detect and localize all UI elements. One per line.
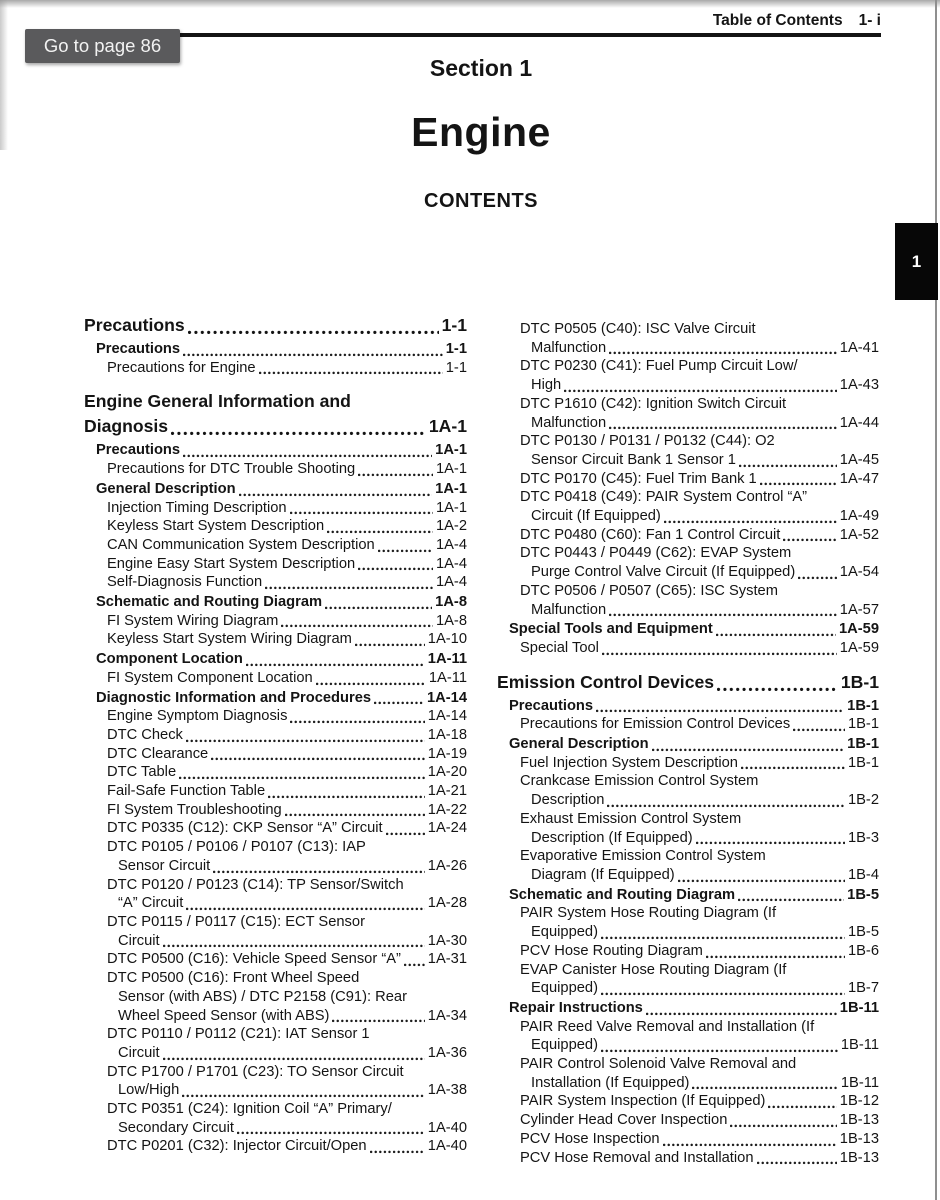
toc-entry-title: Injection Timing Description [107,499,287,516]
toc-entry[interactable] [497,357,879,394]
toc-entry-title: Sensor Circuit [118,857,211,874]
toc-entry-line: Sensor (with ABS) / DTC P2158 (C91): Rear [118,988,407,1005]
dotted-leader [727,1111,839,1130]
toc-entry[interactable] [497,999,879,1018]
toc-entry-title: FI System Component Location [107,669,313,686]
toc-page-number: 1A-49 [839,508,879,525]
toc-entry[interactable] [497,697,879,716]
toc-entry-title: Secondary Circuit [118,1119,234,1136]
toc-entry[interactable] [84,913,467,950]
toc-entry-title: High [531,377,562,394]
toc-entry-title: Precautions for DTC Trouble Shooting [107,461,356,478]
dotted-leader [265,782,428,801]
toc-entry-title: Wheel Speed Sensor (with ABS) [118,1007,330,1024]
toc-entry-title: Engine Symptom Diagnosis [107,708,288,725]
toc-entry[interactable] [497,639,879,658]
toc-entry[interactable] [84,745,467,764]
toc-entry-title: DTC P0335 (C12): CKP Sensor “A” Circuit [107,820,383,837]
toc-entry-title: Circuit [118,932,160,949]
dotted-leader [185,313,442,338]
dotted-leader [795,563,840,582]
dotted-leader [313,669,429,688]
toc-page-number: 1A-20 [427,764,467,781]
toc-page-number: 1A-44 [839,414,879,431]
header-page-number: 1- i [858,12,881,29]
dotted-leader [703,942,848,961]
toc-entry[interactable] [84,969,467,1025]
toc-page-number: 1B-1 [840,671,879,692]
toc-entry[interactable] [84,499,467,518]
dotted-leader [278,612,436,631]
toc-entry-title: “A” Circuit [118,895,184,912]
toc-entry[interactable] [84,536,467,555]
toc-page-number: 1A-1 [435,499,467,516]
dotted-leader [256,359,446,378]
toc-entry[interactable] [497,1149,879,1168]
toc-entry-line: DTC P0230 (C41): Fuel Pump Circuit Low/ [520,358,798,375]
toc-page-number: 1A-4 [435,536,467,553]
toc-entry[interactable] [497,582,879,619]
toc-entry-title: DTC P0170 (C45): Fuel Trim Bank 1 [520,470,757,487]
toc-entry-line: PAIR Control Solenoid Valve Removal and [520,1056,797,1073]
toc-entry[interactable] [497,526,879,545]
toc-page-number: 1A-43 [839,377,879,394]
toc-page-number: 1A-1 [435,480,467,497]
dotted-leader [713,620,839,639]
toc-entry[interactable] [84,340,467,359]
toc-entry-title: DTC P0201 (C32): Injector Circuit/Open [107,1138,367,1155]
toc-entry[interactable] [497,1018,879,1055]
toc-entry[interactable] [497,1111,879,1130]
toc-column-right [497,320,879,1167]
toc-entry[interactable] [84,726,467,745]
toc-entry-title: Cylinder Head Cover Inspection [520,1112,728,1129]
toc-entry-title: Diagram (If Equipped) [531,866,675,883]
toc-page-number: 1A-21 [427,783,467,800]
dotted-leader [606,414,840,433]
toc-page-number: 1A-11 [428,669,467,686]
toc-entry-title: DTC Clearance [107,745,209,762]
toc-entry-title: Emission Control Devices [497,671,715,692]
dotted-leader [180,340,446,359]
toc-entry[interactable] [497,810,879,847]
toc-entry[interactable] [84,707,467,726]
toc-entry-title: General Description [96,480,236,497]
dotted-leader [689,1074,840,1093]
toc-entry-title: DTC P0480 (C60): Fan 1 Control Circuit [520,526,781,543]
toc-page-number: 1B-11 [839,999,879,1016]
toc-entry-title: Engine Easy Start System Description [107,555,356,572]
toc-page-number: 1A-40 [427,1119,467,1136]
toc-entry-title: Description [531,792,605,809]
toc-entry[interactable] [84,650,467,669]
dotted-leader [329,1007,427,1026]
toc-entry-title: Schematic and Routing Diagram [96,594,323,611]
dotted-leader [355,460,436,479]
toc-entry[interactable] [497,670,879,695]
dotted-leader [643,999,840,1018]
toc-entry-line: PAIR Reed Valve Removal and Installation (If [520,1018,815,1035]
toc-page-number: 1B-3 [847,829,879,846]
toc-entry[interactable] [497,488,879,525]
toc-entry[interactable] [84,1100,467,1137]
toc-page-number: 1B-7 [847,980,879,997]
toc-entry-line: DTC P0110 / P0112 (C21): IAT Sensor 1 [107,1026,370,1043]
toc-page-number: 1B-2 [847,792,879,809]
toc-entry-title: Precautions for Engine [107,359,256,376]
toc-entry[interactable] [84,359,467,378]
page-edge-line [935,0,937,1200]
toc-page-number: 1A-22 [427,801,467,818]
toc-page-number: 1A-24 [427,820,467,837]
dotted-leader [606,339,840,358]
toc-entry-title: Component Location [96,651,243,668]
toc-entry-title: Description (If Equipped) [531,829,693,846]
toc-page-number: 1A-26 [427,857,467,874]
contents-label: CONTENTS [424,190,538,212]
toc-entry-title: Precautions [96,442,181,459]
dotted-leader [765,1092,839,1111]
toc-entry[interactable] [497,847,879,884]
dotted-leader [375,536,436,555]
dotted-leader [738,754,848,773]
toc-entry[interactable] [84,669,467,688]
dotted-leader [649,735,848,754]
dotted-leader [598,1036,841,1055]
toc-entry-title: Installation (If Equipped) [531,1074,690,1091]
toc-entry[interactable] [497,320,879,357]
dotted-leader [660,1130,840,1149]
toc-entry-title: Schematic and Routing Diagram [509,886,736,903]
dotted-leader [561,376,840,395]
toc-page-number: 1A-8 [435,594,467,611]
toc-entry-title: Purge Control Valve Circuit (If Equipped) [531,564,796,581]
toc-entry-title: Diagnosis [84,416,169,437]
toc-entry-title: Precautions [96,341,181,357]
toc-page-number: 1A-41 [839,339,879,356]
toc-entry[interactable] [84,1063,467,1100]
dotted-leader [790,715,848,734]
toc-entry-title: DTC Table [107,764,177,781]
toc-page-number: 1B-1 [847,697,879,714]
toc-entry[interactable] [84,1025,467,1062]
dotted-leader [604,791,848,810]
toc-entry-line: DTC P0443 / P0449 (C62): EVAP System [520,545,792,562]
dotted-leader [383,819,428,838]
toc-entry-title: Precautions [84,315,185,335]
toc-page-number: 1A-40 [427,1138,467,1155]
toc-entry[interactable] [84,573,467,592]
toc-entry[interactable] [497,1130,879,1149]
dotted-leader [736,451,840,470]
toc-page-number: 1A-59 [839,639,879,656]
toc-entry[interactable] [84,782,467,801]
toc-entry-line: DTC P0505 (C40): ISC Valve Circuit [520,321,756,337]
toc-entry-line: DTC P0120 / P0123 (C14): TP Sensor/Switch [107,876,404,893]
dotted-leader [593,697,847,716]
toc-entry-title: Fuel Injection System Description [520,754,738,771]
toc-entry-line: PAIR System Hose Routing Diagram (If [520,905,777,922]
toc-entry-title: FI System Troubleshooting [107,801,282,818]
toc-entry-line: Evaporative Emission Control System [520,848,766,865]
dotted-leader [598,979,848,998]
toc-page-number: 1A-59 [838,621,879,638]
toc-page-number: 1B-6 [847,942,879,959]
toc-entry-title: CAN Communication System Description [107,536,375,553]
toc-entry-line: DTC P1700 / P1701 (C23): TO Sensor Circuit [107,1063,404,1080]
dotted-leader [371,689,427,708]
toc-page-number: 1B-13 [839,1112,879,1129]
toc-entry[interactable] [84,689,467,708]
toc-entry-title: PCV Hose Routing Diagram [520,942,703,959]
toc-entry[interactable] [84,555,467,574]
toc-entry-line: Exhaust Emission Control System [520,810,742,827]
toc-entry[interactable] [84,480,467,499]
toc-page-number: 1A-18 [427,726,467,743]
toc-entry-line: DTC P0500 (C16): Front Wheel Speed [107,970,360,987]
dotted-leader [324,517,436,536]
dotted-leader [352,630,428,649]
toc-page-number: 1A-14 [426,689,467,706]
toc-entry-title: PCV Hose Inspection [520,1130,660,1147]
toc-entry[interactable] [84,441,467,460]
toc-page-number: 1A-4 [435,555,467,572]
dotted-leader [606,601,840,620]
toc-entry[interactable] [497,544,879,581]
toc-entry-title: Equipped) [531,980,598,997]
toc-entry[interactable] [497,1055,879,1092]
toc-entry-title: Malfunction [531,414,607,431]
toc-entry-title: Repair Instructions [509,999,643,1016]
toc-entry[interactable] [497,772,879,809]
dotted-leader [234,1119,428,1138]
dotted-leader [208,745,428,764]
dotted-leader [714,670,841,695]
toc-page-number: 1B-1 [847,736,879,753]
toc-entry-title: Fail-Safe Function Table [107,783,266,800]
toc-entry-line: DTC P0115 / P0117 (C15): ECT Sensor [107,913,365,930]
toc-entry-line: DTC P1610 (C42): Ignition Switch Circuit [520,395,787,412]
toc-entry-line: EVAP Canister Hose Routing Diagram (If [520,961,787,978]
dotted-leader [367,1137,428,1156]
toc-entry-title: DTC P0500 (C16): Vehicle Speed Sensor “A” [107,951,401,968]
toc-page-number: 1A-4 [435,574,467,591]
toc-entry[interactable] [497,886,879,905]
toc-page-number: 1B-5 [847,886,879,903]
toc-page-number: 1A-57 [839,601,879,618]
dotted-leader [599,639,840,658]
toc-entry[interactable] [84,950,467,969]
toc-page-number: 1B-11 [840,1074,879,1091]
toc-entry[interactable] [84,763,467,782]
toc-entry[interactable] [497,735,879,754]
toc-entry-title: PCV Hose Removal and Installation [520,1149,754,1166]
dotted-leader [262,573,436,592]
toc-entry-title: PAIR System Inspection (If Equipped) [520,1093,766,1110]
toc-entry-title: Low/High [118,1082,180,1099]
dotted-leader [355,555,436,574]
toc-entry-title: Circuit (If Equipped) [531,508,661,525]
toc-entry-title: Circuit [118,1044,160,1061]
toc-entry[interactable] [84,801,467,820]
toc-entry[interactable] [497,961,879,998]
toc-entry[interactable] [84,460,467,479]
toc-entry[interactable] [497,620,879,639]
dotted-leader [693,829,848,848]
dotted-leader [160,1044,428,1063]
toc-entry[interactable] [84,838,467,875]
dotted-leader [236,480,436,499]
toc-page-number: 1B-11 [840,1037,879,1054]
toc-entry[interactable] [84,517,467,536]
dotted-leader [176,763,428,782]
toc-page-number: 1B-1 [847,754,879,771]
toc-entry-title: General Description [509,736,649,753]
toc-entry[interactable] [84,389,467,439]
dotted-leader [160,932,428,951]
toc-entry-line: Engine General Information and [84,391,351,412]
dotted-leader [675,866,848,885]
dotted-leader [661,507,840,526]
toc-entry-line: DTC P0506 / P0507 (C65): ISC System [520,582,778,599]
toc-page-number: 1A-2 [435,518,467,535]
toc-page-number: 1A-54 [839,564,879,581]
dotted-leader [168,414,429,439]
dotted-leader [180,441,435,460]
toc-page-number: 1-1 [445,341,467,357]
toc-page-number: 1A-1 [435,461,467,478]
toc-page-number: 1A-10 [427,631,467,648]
toc-entry[interactable] [497,395,879,432]
toc-page-number: 1A-45 [839,451,879,468]
toc-entry-line: DTC P0130 / P0131 / P0132 (C44): O2 [520,433,775,450]
toc-entry-line: DTC P0351 (C24): Ignition Coil “A” Primary/ [107,1101,392,1118]
toc-entry[interactable] [497,715,879,734]
toc-entry[interactable] [497,1092,879,1111]
toc-entry-line: DTC P0105 / P0106 / P0107 (C13): IAP [107,839,366,856]
dotted-leader [757,470,840,489]
dotted-leader [780,526,839,545]
dotted-leader [287,499,436,518]
toc-page-number: 1A-1 [435,442,467,459]
dotted-leader [322,593,435,612]
toc-entry-title: Diagnostic Information and Procedures [96,689,372,706]
toc-entry[interactable] [497,432,879,469]
toc-page-number: 1A-38 [427,1082,467,1099]
dotted-leader [754,1149,840,1168]
toc-page-number: 1A-52 [839,526,879,543]
toc-page-number: 1-1 [441,315,467,335]
toc-column-left [84,313,467,1156]
toc-entry[interactable] [497,942,879,961]
dotted-leader [210,857,428,876]
page-title: Engine [411,109,551,155]
toc-page-number: 1A-19 [427,745,467,762]
toc-entry-title: Sensor Circuit Bank 1 Sensor 1 [531,451,736,468]
dotted-leader [598,923,848,942]
toc-page-number: 1A-31 [427,951,467,968]
toc-entry-title: DTC Check [107,726,183,743]
toc-entry-title: Keyless Start System Wiring Diagram [107,631,352,648]
section-label: Section 1 [429,55,533,81]
toc-entry-title: Self-Diagnosis Function [107,574,263,591]
toc-entry-title: Special Tool [520,639,599,656]
toc-page-number: 1A-1 [428,416,467,437]
toc-page-number: 1B-12 [839,1093,879,1110]
toc-page-number: 1B-13 [839,1130,879,1147]
title-block [84,0,878,213]
toc-entry-title: FI System Wiring Diagram [107,612,279,629]
toc-entry-line: DTC P0418 (C49): PAIR System Control “A” [520,489,808,506]
toc-entry[interactable] [84,612,467,631]
dotted-leader [183,894,428,913]
dotted-leader [282,801,428,820]
toc-page-number: 1B-13 [839,1149,879,1166]
toc-entry-title: Equipped) [531,1037,598,1054]
toc-page-number: 1A-47 [839,470,879,487]
goto-page-button[interactable]: Go to page 86 [25,29,180,63]
toc-page-number: 1A-34 [427,1007,467,1024]
toc-page-number: 1A-28 [427,895,467,912]
toc-entry-title: Precautions for Emission Control Devices [520,716,791,733]
dotted-leader [401,950,428,969]
dotted-leader [287,707,427,726]
toc-entry[interactable] [84,593,467,612]
toc-page-number: 1A-30 [427,932,467,949]
header-title: Table of Contents [712,12,843,29]
dotted-leader [183,726,428,745]
toc-entry[interactable] [84,313,467,338]
toc-entry-title: Malfunction [531,339,607,356]
toc-entry[interactable] [497,754,879,773]
dotted-leader [243,650,428,669]
toc-entry[interactable] [497,904,879,941]
toc-entry-title: Keyless Start System Description [107,518,325,535]
toc-entry[interactable] [84,819,467,838]
toc-page-number: 1B-5 [847,924,879,941]
toc-entry[interactable] [84,630,467,649]
toc-page-number: 1B-4 [847,866,879,883]
toc-entry-line: Crankcase Emission Control System [520,773,759,790]
toc-entry-title: Equipped) [531,924,598,941]
toc-entry[interactable] [84,876,467,913]
toc-entry[interactable] [84,1137,467,1156]
toc-entry-title: Precautions [509,697,594,714]
toc-entry-title: Special Tools and Equipment [509,621,713,638]
section-tab: 1 [895,223,938,300]
toc-page-number: 1-1 [445,359,467,376]
toc-entry[interactable] [497,470,879,489]
toc-page-number: 1A-36 [427,1044,467,1061]
toc-page-number: 1A-8 [435,612,467,629]
dotted-leader [179,1081,428,1100]
toc-page-number: 1A-14 [427,708,467,725]
toc-page-number: 1B-1 [847,716,879,733]
dotted-leader [735,886,847,905]
toc-entry-title: Malfunction [531,601,607,618]
toc-page-number: 1A-11 [427,651,467,668]
